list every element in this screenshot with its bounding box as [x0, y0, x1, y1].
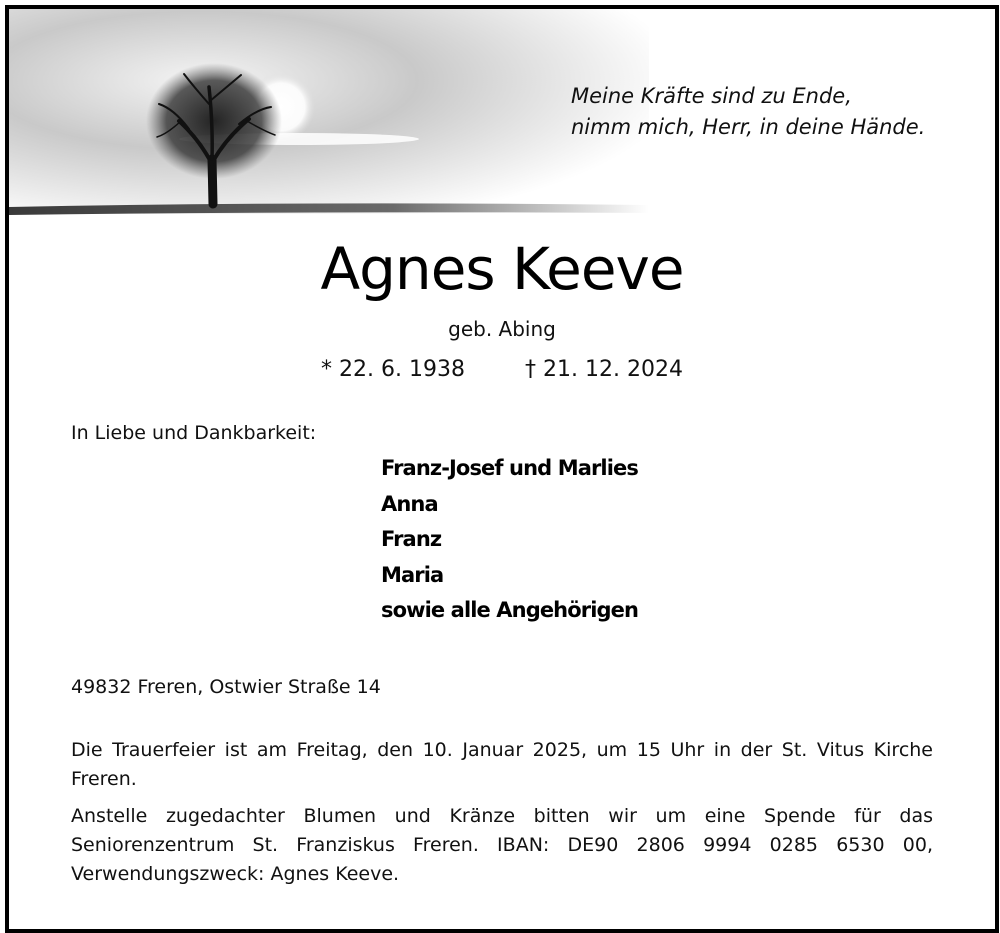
maiden-name: geb. Abing — [448, 317, 556, 341]
quote-line: Meine Kräfte sind zu Ende, — [571, 84, 852, 108]
life-dates — [9, 354, 995, 386]
mourner-name: Franz-Josef und Marlies — [381, 456, 638, 480]
mourner-name: Anna — [381, 491, 438, 516]
mourner-name: sowie alle Angehörigen — [381, 598, 639, 622]
bible-quote — [571, 81, 981, 143]
death-date: † 21. 12. 2024 — [525, 357, 683, 382]
quote-line: nimm mich, Herr, in deine Hände. — [571, 115, 926, 139]
tree-landscape-image — [9, 9, 649, 224]
deceased-name: Agnes Keeve — [320, 235, 684, 303]
family-address: 49832 Freren, Ostwier Straße 14 — [71, 676, 381, 698]
mourners-list — [381, 451, 638, 629]
mourner-name: Maria — [381, 562, 444, 587]
mourner-name: Franz — [381, 527, 442, 551]
obituary-notice — [5, 5, 999, 933]
donation-info: Anstelle zugedachter Blumen und Kränze bitten wir um eine Spende für das Seniorenzentrum St. Franziskus Freren. IBAN: DE90 2806 9994 0285 6530 00, Verwendungszweck: Agnes Keeve. — [71, 805, 933, 885]
mourners-intro: In Liebe und Dankbarkeit: — [71, 422, 317, 444]
ceremony-info: Die Trauerfeier ist am Freitag, den 10. Januar 2025, um 15 Uhr in der St. Vitus Kirche Freren. — [71, 739, 933, 790]
birth-date: * 22. 6. 1938 — [321, 357, 465, 382]
